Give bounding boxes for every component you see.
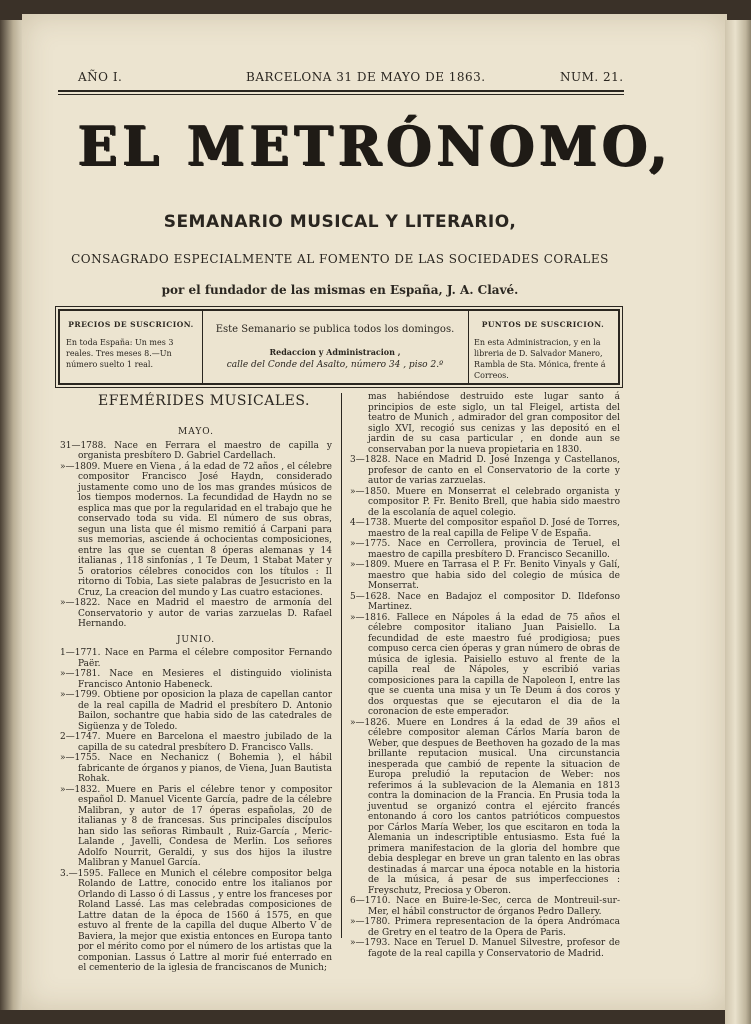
prices-text: En toda España: Un mes 3 reales. Tres meses 8.—Un número suelto 1 real.	[66, 338, 174, 369]
editorial-office-label: Redaccion y Administracion ,	[269, 347, 401, 357]
list-item: 31—1788. Nace en Ferrara el maestro de capilla y organista presbítero D. Gabriel Cardellach.	[60, 440, 332, 461]
newspaper-tagline: CONSAGRADO ESPECIALMENTE AL FOMENTO DE LAS SOCIEDADES CORALES	[71, 252, 609, 266]
newspaper-title: EL METRÓNOMO,	[78, 114, 673, 179]
section-title: EFEMÉRIDES MUSICALES.	[98, 393, 310, 409]
list-item: »—1793. Nace en Teruel D. Manuel Silvestre, profesor de fagote de la real capilla y Conservatorio de Madrid.	[350, 938, 620, 959]
list-item: »—1822. Nace en Madrid el maestro de armonía del Conservatorio y autor de varias zarzuelas D. Rafael Hernando.	[60, 598, 332, 629]
list-item: 2—1747. Muere en Barcelona el maestro jubilado de la capilla de su catedral presbítero D. Francisco Valls.	[60, 732, 332, 753]
list-item: 4—1738. Muerte del compositor español D. José de Torres, maestro de la real capilla de Felipe V de España.	[350, 518, 620, 539]
prices-heading: PRECIOS DE SUSCRICION.	[68, 320, 194, 329]
list-item: »—1809. Muere en Tarrasa el P. Fr. Benito Vinyals y Galí, maestro que habia sido del colegio de música de Monserrat.	[350, 560, 620, 591]
points-heading: PUNTOS DE SUSCRICION.	[481, 320, 605, 329]
header-rule	[58, 90, 624, 92]
editorial-office-address: calle del Conde del Asalto, número 34 , piso 2.º	[226, 360, 444, 370]
year-label: AÑO I.	[78, 70, 123, 84]
list-item: 3.—1595. Fallece en Munich el célebre compositor belga Rolando de Lattre, conocido entre los italianos por Orlando di Lasso ó di Lassus , y entre los franceses por Roland Lassé. Las mas celebradas composiciones de Lattre datan de la época de 1560 á 1575, en que estuvo al frente de la capilla del duque Alberto V de Baviera, la mejor que existia entonces en Europa tanto por el mérito como por el número de los artistas que la componian. Lassus ó Lattre al morir fué enterrado en el cementerio de la iglesia de franciscanos de Munich;	[60, 868, 332, 973]
list-item: »—1826. Muere en Londres á la edad de 39 años el célebre compositor aleman Cárlos María baron de Weber, que despues de Beethoven ha gozado de la mas brillante reputacion musical. Una circunstancia inesperada que cambió de repente la situacion de Europa preludió la reputacion de Weber: nos referimos á la sublevacion de la Alemania en 1813 contra la dominacion de la Francia. En Prusia toda la juventud se organizó contra el ejército francés entonando á coro los cantos patrióticos compuestos por Cárlos María Weber, los que escitaron en toda la Alemania un indescriptible entusiasmo. Esta fué la primera manifestacion de la gloria del hombre que debia desplegar en breve un gran talento en las obras destinadas á marcar una época notable en la historia de la música, á pesar de sus imperfecciones : Freyschutz, Preciosa y Oberon.	[350, 717, 620, 896]
list-item: »—1775. Nace en Cerrollera, provincia de Teruel, el maestro de capilla presbítero D. Francisco Secanillo.	[350, 539, 620, 560]
list-item: »—1755. Nace en Nechanicz ( Bohemia ), el hábil fabricante de órganos y pianos, de Viena, Juan Bautista Rohak.	[60, 753, 332, 784]
list-item: 3—1828. Nace en Madrid D. José Inzenga y Castellanos, profesor de canto en el Conservatorio de la corte y autor de varias zarzuelas.	[350, 455, 620, 486]
points-text: En esta Administracion, y en la libreria de D. Salvador Manero, Rambla de Sta. Mónica, frente á Correos.	[474, 338, 606, 380]
list-item: »—1850. Muere en Monserrat el celebrado organista y compositor P. Fr. Benito Brell, que habia sido maestro de la escolanía de aquel colegio.	[350, 486, 620, 518]
may-heading: MAYO.	[177, 427, 214, 437]
header-rule-thin	[58, 94, 624, 95]
list-item: 1—1771. Nace en Parma el célebre compositor Fernando Paër.	[60, 648, 332, 669]
dateline: BARCELONA 31 DE MAYO DE 1863.	[246, 70, 486, 84]
list-item: »—1780. Primera representacion de la ópera Andrómaca de Gretry en el teatro de la Opera de Paris.	[350, 917, 620, 938]
publication-notice: Este Semanario se publica todos los domingos.	[215, 324, 455, 335]
list-item: mas habiéndose destruido este lugar santo á principios de este siglo, un tal Fleigel, artista del teatro de Munich , admirador del gran compositor del siglo XVI, recogió sus cenizas y las depositó en el jardin de su casa particular , en donde aun se conservaban por la nueva propietaria en 1830.	[368, 392, 620, 455]
list-item: »—1832. Muere en Paris el célebre tenor y compositor español D. Manuel Vicente García, padre de la célebre Malibran, y autor de 17 óperas españolas, 20 de italianas y 8 de francesas. Sus principales discípulos han sido las señoras Rimbault , Ruiz-García , Meric-Lalande , Javelli, Condesa de Merlin. Los señores Adolfo Nourrit, Geraldi, y sus dos hijos la ilustre Malibran y Manuel García.	[60, 784, 332, 868]
column-divider	[341, 393, 342, 938]
page-stack-edge	[725, 20, 751, 1024]
subscription-box	[58, 309, 620, 385]
right-column	[350, 392, 620, 959]
left-column	[60, 422, 332, 974]
list-item: 5—1628. Nace en Badajoz el compositor D. Ildefonso Martinez.	[350, 591, 620, 612]
list-item: »—1799. Obtiene por oposicion la plaza de capellan cantor de la real capilla de Madrid el presbítero D. Antonio Bailon, sochantre que habia sido de las catedrales de Sigüenza y de Toledo.	[60, 690, 332, 732]
june-heading: JUNIO.	[176, 634, 216, 645]
binding-shadow	[0, 20, 22, 1010]
list-item: »—1809. Muere en Viena , á la edad de 72 años , el célebre compositor Francisco José Haydn, considerado justamente como uno de los mas grandes músicos de los tiempos modernos. La fecundidad de Haydn no se esplica mas que por la regularidad en el trabajo que he conservado toda su vida. El número de sus obras, segun una lista que él mismo remitió á Carpani para sus memorias, asciende á ochocientas composiciones, entre las que se cuentan 8 óperas alemanas y 14 italianas , 118 sinfonías , 1 Te Deum, 1 Stabat Mater y 5 oratorios célebres conocidos con los títulos : Il ritorno di Tobia, Las siete palabras de Jesucristo en la Cruz, La creacion del mundo y Las cuatro estaciones.	[60, 461, 332, 598]
founder-line: por el fundador de las mismas en España, J. A. Clavé.	[161, 283, 519, 297]
list-item: »—1781. Nace en Mesieres el distinguido violinista Francisco Antonio Habeneck.	[60, 669, 332, 690]
newspaper-subtitle: SEMANARIO MUSICAL Y LITERARIO,	[163, 212, 517, 232]
list-item: »—1816. Fallece en Nápoles á la edad de 75 años el célebre compositor italiano Juan Paisiello. La fecundidad de este maestro fué prodigiosa; pues compuso cerca cien óperas y gran número de obras de música de iglesia. Paisiello estuvo al frente de la capilla real de Nápoles, y escribió varias composiciones para la capilla de Napoleon I, entre las que se cuenta una misa y un Te Deum á dos coros y dos orquestas que se ejecutaron el dia de la coronacion de este emperador.	[350, 612, 620, 717]
issue-number: NUM. 21.	[560, 70, 624, 84]
list-item: 6—1710. Nace en Buire-le-Sec, cerca de Montreuil-sur-Mer, el hábil constructor de órganos Pedro Dallery.	[350, 896, 620, 917]
